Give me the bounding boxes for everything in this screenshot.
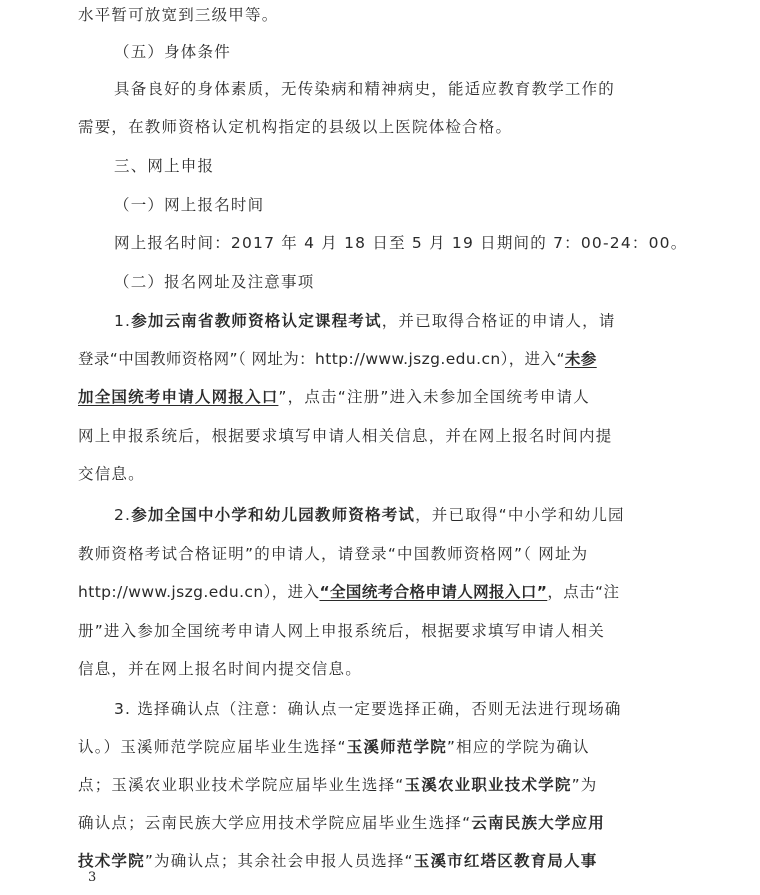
item-1-line: 网上申报系统后，根据要求填写申请人相关信息，并在网上报名时间内提 <box>78 427 613 445</box>
page-number: 3 <box>88 870 97 885</box>
item-2-line: 教师资格考试合格证明”的申请人，请登录“中国教师资格网”（ 网址为 <box>78 545 589 563</box>
item-2-line: 2.参加全国中小学和幼儿园教师资格考试，并已取得“中小学和幼儿园 <box>114 506 625 524</box>
qualified-portal-link[interactable]: “全国统考合格申请人网报入口” <box>319 583 548 601</box>
item-1-line: 交信息。 <box>78 465 145 483</box>
item-1-line: 加全国统考申请人网报入口”，点击“注册”进入未参加全国统考申请人 <box>78 388 590 406</box>
item-2-line: 册”进入参加全国统考申请人网上申报系统后，根据要求填写申请人相关 <box>78 622 605 640</box>
item-3-line: 点；玉溪农业职业技术学院应届毕业生选择“玉溪农业职业技术学院”为 <box>78 776 598 794</box>
unregistered-portal-link[interactable]: 加全国统考申请人网报入口 <box>78 388 279 406</box>
subheading-time: （一）网上报名时间 <box>114 196 265 214</box>
registration-time: 网上报名时间：2017 年 4 月 18 日至 5 月 19 日期间的 7：00-24：00。 <box>114 234 688 252</box>
item-2-line: http://www.jszg.edu.cn），进入“全国统考合格申请人网报入口”，点击“注 <box>78 583 620 601</box>
section-heading-physical: （五）身体条件 <box>114 43 231 61</box>
paragraph-line: 需要，在教师资格认定机构指定的县级以上医院体检合格。 <box>78 118 513 136</box>
unregistered-portal-link[interactable]: 未参 <box>564 350 597 368</box>
section-heading-online: 三、网上申报 <box>114 157 215 175</box>
item-1-line: 1.参加云南省教师资格认定课程考试，并已取得合格证的申请人，请 <box>114 312 616 330</box>
subheading-website: （二）报名网址及注意事项 <box>114 273 315 291</box>
item-3-line: 3. 选择确认点（注意：确认点一定要选择正确，否则无法进行现场确 <box>114 700 622 718</box>
paragraph-line: 水平暂可放宽到三级甲等。 <box>78 6 279 24</box>
item-3-line: 确认点；云南民族大学应用技术学院应届毕业生选择“云南民族大学应用 <box>78 814 605 832</box>
item-2-line: 信息，并在网上报名时间内提交信息。 <box>78 660 362 678</box>
item-3-line: 技术学院”为确认点；其余社会申报人员选择“玉溪市红塔区教育局人事 <box>78 852 598 870</box>
paragraph-line: 具备良好的身体素质，无传染病和精神病史，能适应教育教学工作的 <box>114 80 616 98</box>
item-1-line: 登录“中国教师资格网”（ 网址为：http://www.jszg.edu.cn），进入“未参 <box>78 350 597 368</box>
item-3-line: 认。）玉溪师范学院应届毕业生选择“玉溪师范学院”相应的学院为确认 <box>78 738 590 756</box>
